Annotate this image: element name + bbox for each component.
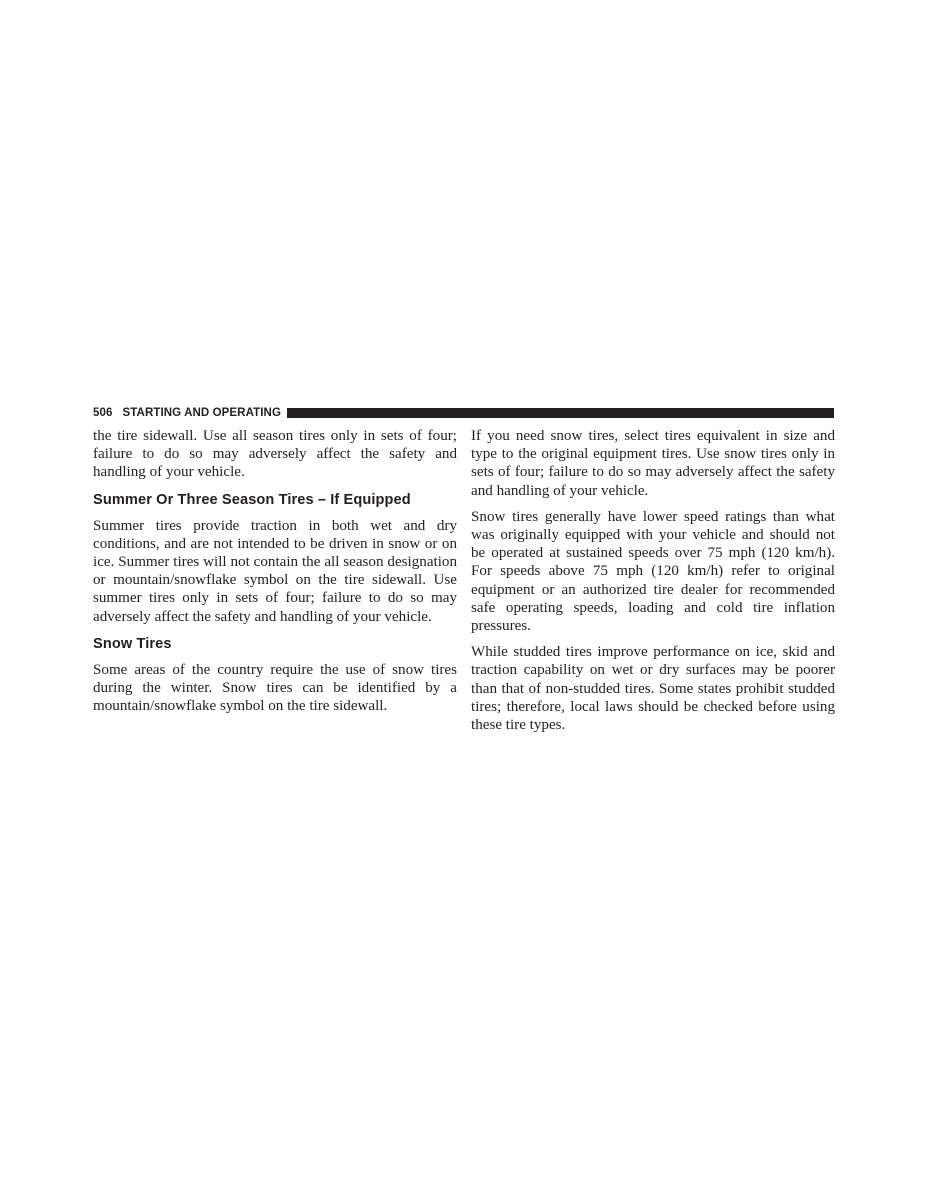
section-title: STARTING AND OPERATING — [122, 407, 282, 419]
paragraph-studded-tires: While studded tires improve performance on ice, skid and traction capability on wet or dry surfaces may be poorer than that of non-studded tires. Some states prohibit studded tires; therefore, local laws should be checked before using these tire types. — [471, 644, 835, 734]
right-column — [471, 427, 835, 742]
paragraph-summer-tires: Summer tires provide traction in both wet and dry conditions, and are not intended to be driven in snow or on ice. Summer tires will not contain the all season designation or mountain/snowflake symbol on the tire sidewall. Use summer tires only in sets of four; failure to do so may adversely affect the safety and handling of your vehicle. — [93, 517, 457, 625]
page-header — [93, 406, 834, 420]
paragraph-snow-tires-selection: If you need snow tires, select tires equivalent in size and type to the original equipment tires. Use snow tires only in sets of four; failure to do so may adversely affect the safety and handling of your vehicle. — [471, 428, 835, 499]
header-rule — [287, 408, 834, 418]
left-column — [93, 427, 457, 723]
paragraph-snow-tires-speed: Snow tires generally have lower speed ratings than what was originally equipped with your vehicle and should not be operated at sustained speeds over 75 mph (120 km/h). For speeds above 75 mph (120 km/h) refer to original equipment or an authorized tire dealer for recommended safe operating speeds, loading and cold tire inflation pressures. — [471, 508, 835, 635]
heading-summer-tires: Summer Or Three Season Tires – If Equipped — [93, 491, 411, 508]
heading-snow-tires: Snow Tires — [93, 635, 172, 652]
paragraph-snow-tires-intro: Some areas of the country require the use of snow tires during the winter. Snow tires can be identified by a mountain/snowflake symbol on the tire sidewall. — [93, 661, 457, 715]
page-number: 506 — [93, 407, 113, 419]
paragraph-tire-sidewall: the tire sidewall. Use all season tires only in sets of four; failure to do so may adversely affect the safety and handling of your vehicle. — [93, 428, 457, 481]
